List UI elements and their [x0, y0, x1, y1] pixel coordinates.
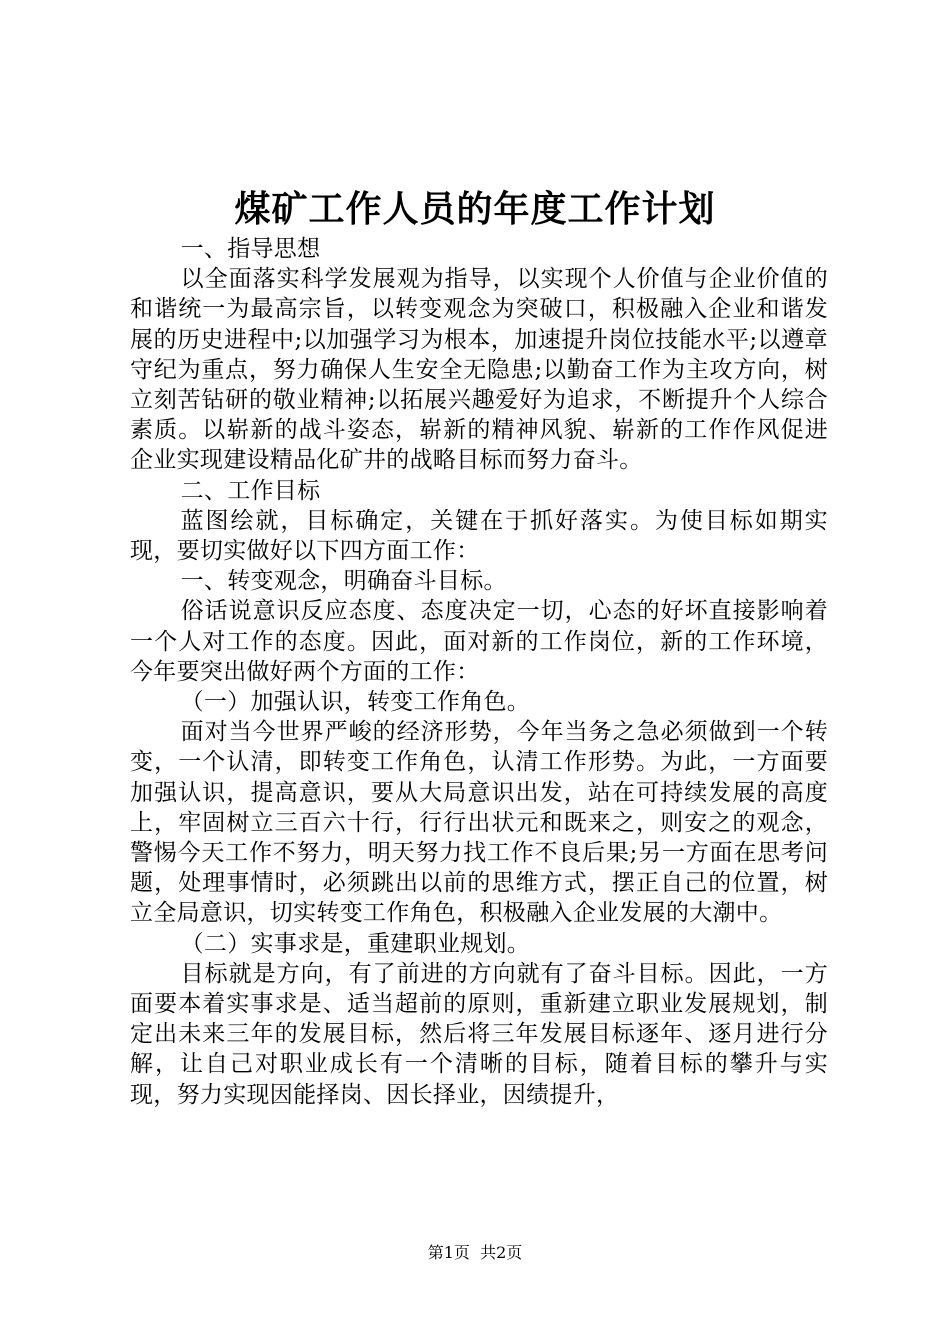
- page-footer: [0, 1242, 950, 1264]
- subsection-heading: （一）加强认识，转变工作角色。: [180, 689, 531, 716]
- page-number: 第1页 共2页: [427, 1243, 523, 1262]
- document-title: 煤矿工作人员的年度工作计划: [234, 188, 716, 230]
- document-body: [130, 234, 828, 1110]
- section-heading: 一、指导思想: [180, 236, 321, 262]
- paragraph: 蓝图绘就，目标确定，关键在于抓好落实。为使目标如期实现，要切实做好以下四方面工作：: [130, 507, 828, 565]
- section-heading: 一、转变观念，明确奋斗目标。: [180, 568, 507, 595]
- paragraph: 面对当今世界严峻的经济形势，今年当务之急必须做到一个转变，一个认清，即转变工作角色，认清工作形势。为此，一方面要加强认识，提高意识，要从大局意识出发，站在可持续发展的高度上，牢固树立三百六十行，行行出状元和既来之，则安之的观念，警惕今天工作不努力，明天努力找工作不良后果;另一方面在思考问题，处理事情时，必须跳出以前的思维方式，摆正自己的位置，树立全局意识，切实转变工作角色，积极融入企业发展的大潮中。: [130, 719, 828, 927]
- paragraph: 目标就是方向，有了前进的方向就有了奋斗目标。因此，一方面要本着实事求是、适当超前的原则，重新建立职业发展规划，制定出未来三年的发展目标，然后将三年发展目标逐年、逐月进行分解，让自己对职业成长有一个清晰的目标，随着目标的攀升与实现，努力实现因能择岗、因长择业，因绩提升，: [130, 960, 828, 1108]
- paragraph: 以全面落实科学发展观为指导，以实现个人价值与企业价值的和谐统一为最高宗旨，以转变观念为突破口，积极融入企业和谐发展的历史进程中;以加强学习为根本，加速提升岗位技能水平;以遵章守纪为重点，努力确保人生安全无隐患;以勤奋工作为主攻方向，树立刻苦钻研的敬业精神;以拓展兴趣爱好为追求，不断提升个人综合素质。以崭新的战斗姿态，崭新的精神风貌、崭新的工作作风促进企业实现建设精品化矿井的战略目标而努力奋斗。: [130, 266, 828, 474]
- section-heading: 二、工作目标: [180, 477, 321, 504]
- paragraph: 俗话说意识反应态度、态度决定一切，心态的好坏直接影响着一个人对工作的态度。因此，面对新的工作岗位，新的工作环境，今年要突出做好两个方面的工作：: [130, 598, 828, 685]
- subsection-heading: （二）实事求是，重建职业规划。: [180, 930, 531, 957]
